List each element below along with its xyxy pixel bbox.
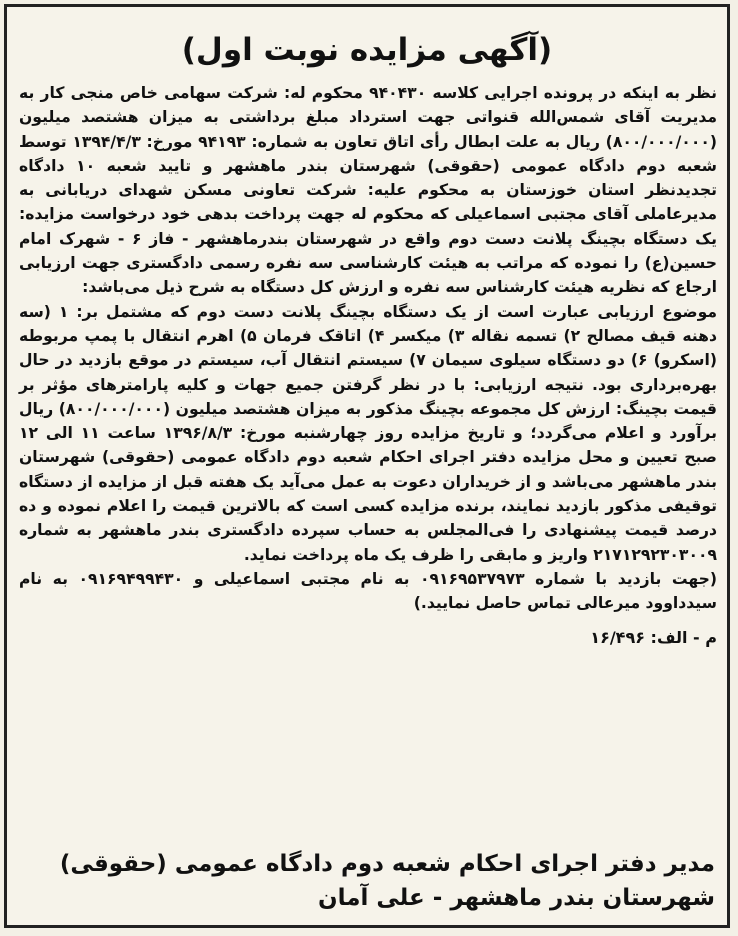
paragraph-evaluation: موضوع ارزیابی عبارت است از یک دستگاه بچینگ پلانت دست دوم که مشتمل بر: ۱ (سه دهنه قیف مصالح ۲) تسمه نقاله ۳) میکسر ۴) اتاقک فرمان ۵) اهرم انتقال با پمپ مربوطه (اسکرو) ۶) دو دستگاه سیلوی سیمان ۷) سیستم انتقال آب، سیستم در موقع بازدید در حال بهره‌برداری بود. نتیجه ارزیابی: با در نظر گرفتن جمیع جهات و کلیه پارامترهای مؤثر بر قیمت بچینگ: ارزش کل مجموعه بچینگ مذکور به میزان هشتصد میلیون (۸۰۰/۰۰۰/۰۰۰) ریال برآورد و اعلام می‌گردد؛ و تاریخ مزایده روز چهارشنبه مورخ: ۱۳۹۶/۸/۳ ساعت ۱۱ الی ۱۲ صبح تعیین و محل مزایده دفتر اجرای احکام شعبه دوم دادگاه عمومی (حقوقی) شهرستان بندر ماهشهر می‌باشد و از خریداران دعوت به عمل می‌آید یک هفته قبل از مزایده از دستگاه توقیفی مذکور بازدید نمایند، برنده مزایده کسی است که بالاترین قیمت را اعلام نموده و ده درصد قیمت پیشنهادی را فی‌المجلس به حساب سپرده دادگستری بندر ماهشهر به شماره ۲۱۷۱۲۹۲۳۰۳۰۰۹ واریز و مابقی را ظرف یک ماه پرداخت نماید. xyxy=(19,302,718,564)
notice-title: (آگهی مزایده نوبت اول) xyxy=(181,32,553,68)
signature-line-1: مدیر دفتر اجرای احکام شعبه دوم دادگاه عمومی (حقوقی) xyxy=(59,851,715,877)
notice-body xyxy=(7,71,727,650)
signature-line-2: شهرستان بندر ماهشهر - علی آمان xyxy=(318,885,715,911)
reference-number: م - الف: ۱۶/۴۹۶ xyxy=(590,627,717,647)
paragraph-intro: نظر به اینکه در پرونده اجرایی کلاسه ۹۴۰۴۳۰ محکوم له: شرکت سهامی خاص منجی کار به مدیریت آقای شمس‌الله قنواتی جهت استرداد مبلغ برداشتی به میزان هشتصد میلیون (۸۰۰/۰۰۰/۰۰۰) ریال به علت ابطال رأی اتاق تعاون به شماره: ۹۴۱۹۳ مورخ: ۱۳۹۴/۴/۳ توسط شعبه دوم دادگاه عمومی (حقوقی) شهرستان بندر ماهشهر و تایید شعبه ۱۰ دادگاه تجدیدنظر استان خوزستان به محکوم علیه: شرکت تعاونی مسکن شهدای دریابانی به مدیرعاملی آقای مجتبی اسماعیلی که محکوم له جهت پرداخت بدهی خود درخواست مزایده: یک دستگاه بچینگ پلانت دست دوم واقع در شهرستان بندرماهشهر - فاز ۶ - شهرک امام حسین(ع) را نموده که مراتب به هیئت کارشناسی سه نفره رسمی دادگستری جهت ارزیابی ارجاع که نظریه هیئت کارشناس سه نفره و ارزش کل دستگاه به شرح ذیل می‌باشد: xyxy=(19,84,718,297)
signature-block xyxy=(27,847,715,915)
notice-page xyxy=(4,4,730,928)
contact-info: (جهت بازدید با شماره ۰۹۱۶۹۵۳۷۹۷۳ به نام مجتبی اسماعیلی و ۰۹۱۶۹۴۹۹۴۳۰ به نام سیدداوود میرعالی تماس حاصل نمایید.) xyxy=(19,569,717,613)
